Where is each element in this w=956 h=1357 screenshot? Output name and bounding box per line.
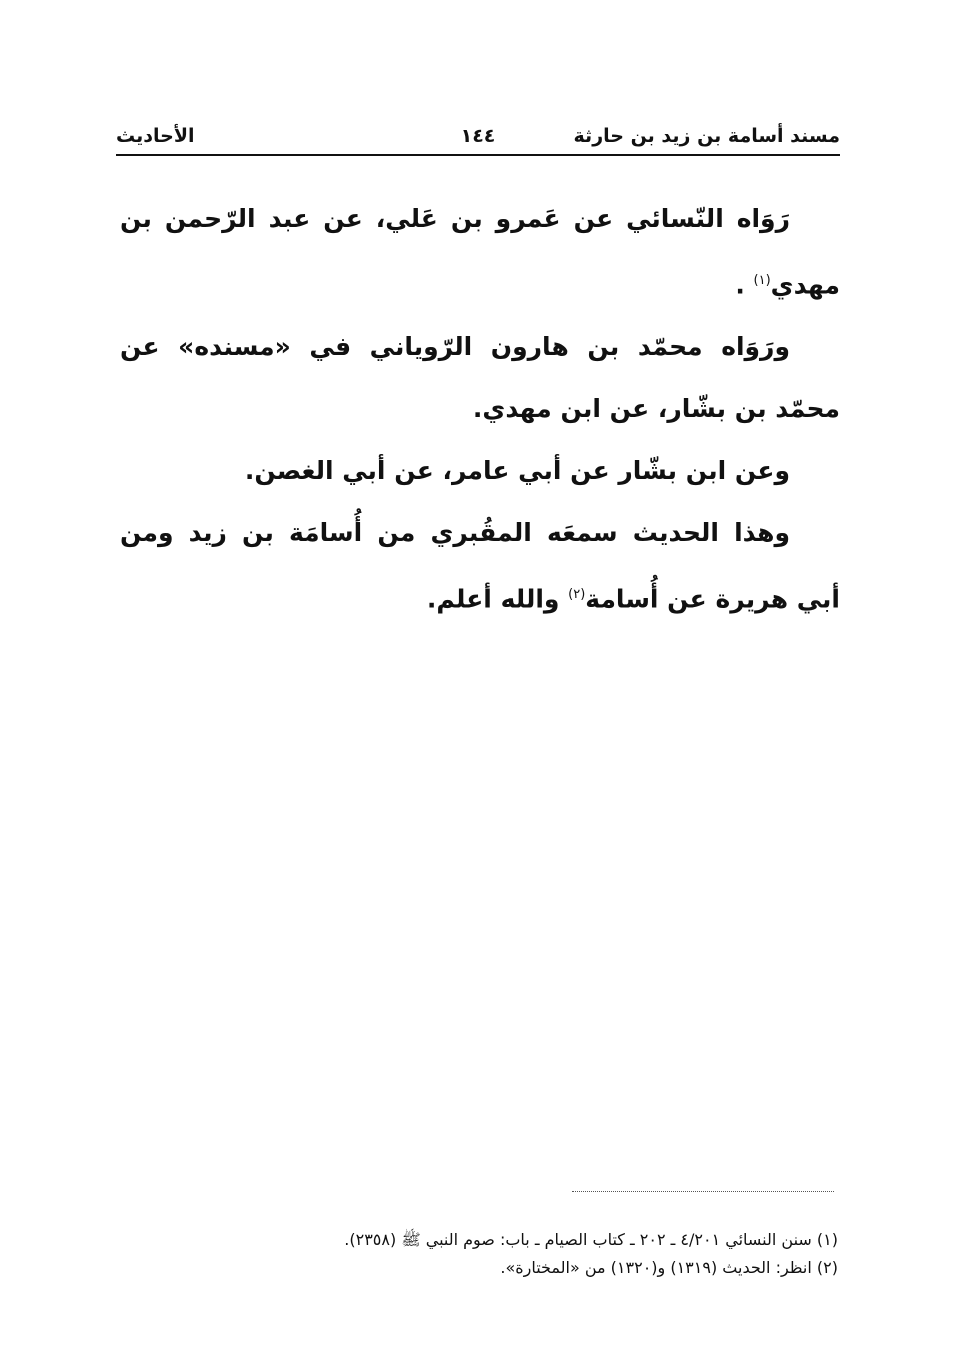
running-header <box>116 122 840 156</box>
paragraph-4 <box>120 502 840 630</box>
footnotes <box>160 1226 838 1282</box>
main-text <box>120 188 840 631</box>
header-book-title: مسند أسامة بن زيد بن حارثة <box>573 125 840 147</box>
footnote-separator <box>572 1191 834 1192</box>
footnote-ref-2: (٢) <box>568 587 586 603</box>
footnote-2: (٢) انظر: الحديث (١٣١٩) و(١٣٢٠) من «المختارة». <box>500 1258 838 1277</box>
paragraph-3: وعن ابن بشّار عن أبي عامر، عن أبي الغصن. <box>244 456 790 486</box>
footnote-1: (١) سنن النسائي ٤/٢٠١ ـ ٢٠٢ ـ كتاب الصيام ـ باب: صوم النبي ﷺ (٢٣٥٨). <box>344 1230 838 1249</box>
paragraph-1 <box>120 188 840 316</box>
page-number: ١٤٤ <box>460 125 496 147</box>
footnote-ref-1: (١) <box>753 273 771 288</box>
paragraph-2: ورَوَاه محمّد بن هارون الرّوياني في «مسنده» عن محمّد بن بشّار، عن ابن مهدي. <box>120 332 840 424</box>
paragraph-4-text: وهذا الحديث سمعَه المقُبري من أُسامَة بن زيد ومن أبي هريرة عن أُسامة <box>120 518 840 614</box>
paragraph-1-text: رَوَاه النّسائي عن عَمرو بن عَلي، عن عبد الرّحمن بن مهدي <box>120 204 840 300</box>
paragraph-1-end: . <box>735 270 754 300</box>
header-section-title: الأحاديث <box>116 125 195 147</box>
paragraph-4-end: والله أعلم. <box>426 584 569 614</box>
